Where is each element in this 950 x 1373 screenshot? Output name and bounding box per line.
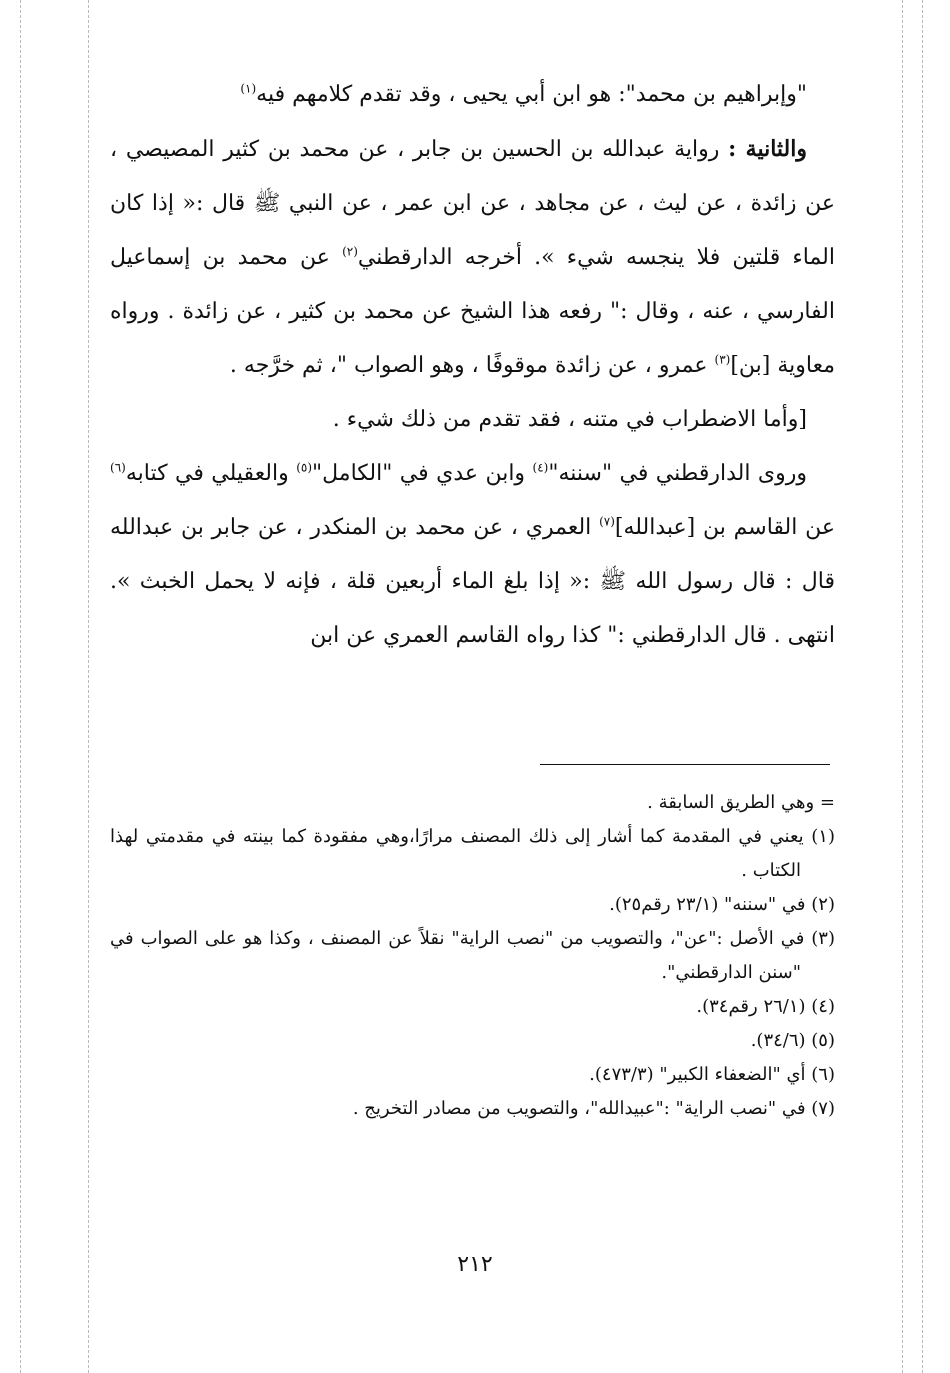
- paragraph-4: [110, 447, 835, 663]
- footnote-3: (٣) في الأصل :"عن"، والتصويب من "نصب الراية" نقلاً عن المصنف ، وكذا هو على الصواب في "سنن الدارقطني".: [110, 928, 835, 983]
- footnote-7: (٧) في "نصب الراية" :"عبيدالله"، والتصويب من مصادر التخريج .: [352, 1098, 835, 1119]
- footnote-1: (١) يعني في المقدمة كما أشار إلى ذلك المصنف مرارًا،وهي مفقودة كما بينته في مقدمتي لهذا الكتاب .: [110, 826, 835, 881]
- footnote-ref-6: (٦): [110, 460, 126, 475]
- footnote-5: (٥) (٣٤/٦).: [750, 1030, 835, 1051]
- footnote-ref-1: (١): [240, 81, 257, 96]
- scan-margin-line: [902, 0, 903, 1373]
- footnote-continued: = وهي الطريق السابقة .: [647, 792, 835, 813]
- footnotes: [110, 786, 835, 1126]
- paragraph-4-text-b: وابن عدي في "الكامل": [312, 461, 533, 486]
- paragraph-4-text-c: والعقيلي في كتابه: [125, 461, 297, 486]
- paragraph-4-text-d: عن القاسم بن [عبدالله]: [614, 515, 836, 540]
- footnote-ref-5: (٥): [296, 460, 313, 475]
- paragraph-4-text-a: وروى الدارقطني في "سننه": [548, 461, 807, 486]
- paragraph-3: [110, 393, 835, 447]
- paragraph-4-text-e: العمري ، عن محمد بن المنكدر ، عن جابر بن عبدالله قال : قال رسول الله ﷺ :« إذا بلغ الماء أربعين قلة ، فإنه لا يحمل الخبث ». انتهى . قال الدارقطني :" كذا رواه القاسم العمري عن ابن: [110, 515, 835, 648]
- page-number: ٢١٢: [457, 1252, 493, 1277]
- section-lead: والثانية :: [728, 136, 808, 162]
- paragraph-2: [110, 122, 835, 393]
- paragraph-3-text: [وأما الاضطراب في متنه ، فقد تقدم من ذلك شيء .: [332, 407, 807, 432]
- footnote-4: (٤) (٢٦/١ رقم٣٤).: [696, 996, 835, 1017]
- paragraph-2-text: رواية عبدالله بن الحسين بن جابر ، عن محمد بن كثير المصيصي ، عن زائدة ، عن ليث ، عن مجاهد ، عن ابن عمر ، عن النبي ﷺ قال :« إذا كان الماء قلتين فلا ينجسه شيء ». أخرجه الدارقطني: [110, 137, 835, 270]
- footnote-2: (٢) في "سننه" (٢٣/١ رقم٢٥).: [609, 894, 835, 915]
- main-text: [110, 68, 835, 663]
- footnote-separator: [540, 764, 830, 765]
- paragraph-2-text-c: عمرو ، عن زائدة موقوفًا ، وهو الصواب "، ثم خرَّجه .: [229, 353, 715, 378]
- paragraph-1: [110, 68, 835, 122]
- footnote-ref-4: (٤): [532, 460, 549, 475]
- footnote-ref-3: (٣): [714, 352, 731, 367]
- footnote-ref-7: (٧): [599, 514, 615, 529]
- scan-margin-line: [922, 0, 923, 1373]
- scan-margin-line: [88, 0, 89, 1373]
- footnote-6: (٦) أي "الضعفاء الكبير" (٤٧٣/٣).: [589, 1064, 835, 1085]
- scan-margin-line: [20, 0, 21, 1373]
- paragraph-1-text: "وإبراهيم بن محمد": هو ابن أبي يحيى ، وقد تقدم كلامهم فيه: [256, 82, 807, 107]
- footnote-ref-2: (٢): [342, 244, 358, 259]
- paragraph-2-text-b: عن محمد بن إسماعيل الفارسي ، عنه ، وقال :" رفعه هذا الشيخ عن محمد بن كثير ، عن زائدة . ورواه معاوية [بن]: [110, 245, 835, 378]
